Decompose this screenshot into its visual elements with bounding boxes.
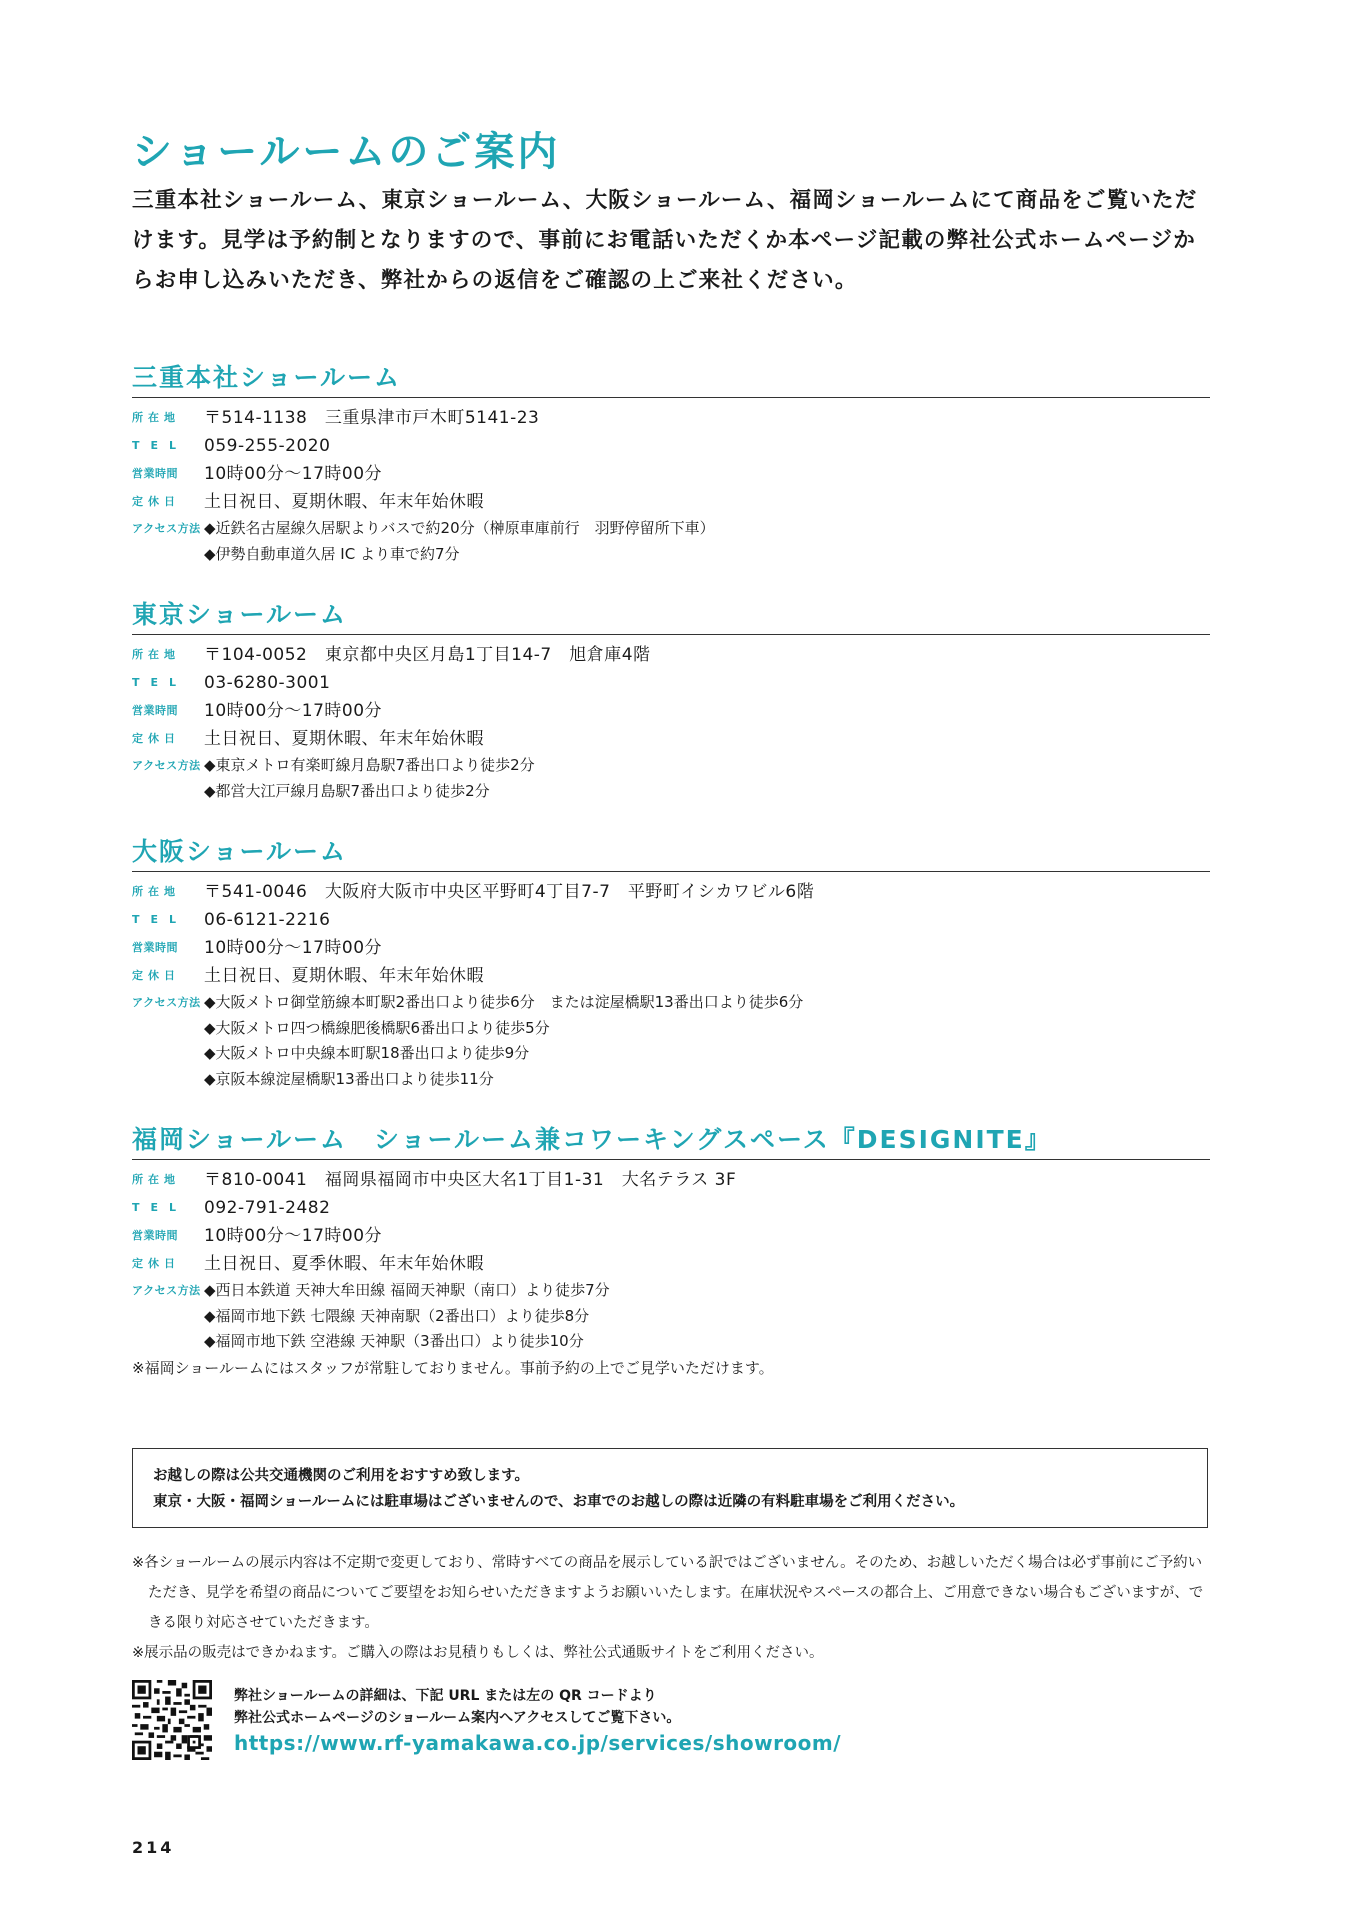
showroom-url-link[interactable]: https://www.rf-yamakawa.co.jp/services/showroom/: [234, 1731, 842, 1755]
access-label: アクセス方法: [132, 1284, 201, 1297]
address-value: 〒514-1138 三重県津市戸木町5141-23: [204, 408, 540, 428]
holiday-value: 土日祝日、夏季休暇、年末年始休暇: [204, 1254, 484, 1274]
address-value: 〒810-0041 福岡県福岡市中央区大名1丁目1-31 大名テラス 3F: [204, 1170, 737, 1190]
showroom-title: 三重本社ショールーム: [132, 359, 1210, 398]
address-label: 所在地: [132, 411, 180, 424]
access-item: ◆大阪メトロ四つ橋線肥後橋駅6番出口より徒歩5分: [204, 1018, 550, 1037]
holiday-label: 定休日: [132, 495, 180, 508]
page-title: ショールームのご案内: [132, 129, 561, 175]
showroom-osaka: [132, 833, 1210, 1092]
hours-value: 10時00分～17時00分: [204, 938, 383, 958]
notice-line: お越しの際は公共交通機関のご利用をおすすめ致します。: [153, 1468, 529, 1484]
holiday-label: 定休日: [132, 732, 180, 745]
hours-value: 10時00分～17時00分: [204, 1226, 383, 1246]
footnote: ※展示品の販売はできかねます。ご購入の際はお見積りもしくは、弊社公式通販サイトをご利用ください。: [132, 1645, 824, 1661]
access-list: [182, 753, 535, 804]
address-label: 所在地: [132, 648, 180, 661]
qr-line: 弊社ショールームの詳細は、下記 URL または左の QR コードより: [234, 1688, 657, 1704]
intro-text: 三重本社ショールーム、東京ショールーム、大阪ショールーム、福岡ショールームにて商品をご覧いただけます。見学は予約制となりますので、事前にお電話いただくか本ページ記載の弊社公式ホームページからお申し込みいただき、弊社からの返信をご確認の上ご来社ください。: [132, 188, 1198, 293]
access-label: アクセス方法: [132, 759, 201, 772]
footnotes: [132, 1548, 1212, 1668]
qr-code-icon[interactable]: [132, 1680, 212, 1760]
hours-label: 営業時間: [132, 1229, 178, 1242]
access-item: ◆大阪メトロ中央線本町駅18番出口より徒歩9分: [204, 1044, 530, 1062]
access-list: [182, 516, 715, 567]
footnote: ※各ショールームの展示内容は不定期で変更しており、常時すべての商品を展示している訳ではございません。そのため、お越しいただく場合は必ず事前にご予約いただき、見学を希望の商品についてご要望をお知らせいただきますようお願いいたします。在庫状況やスペースの都合上、ご用意できない場合もございますが、できる限り対応させていただきます。: [132, 1555, 1204, 1631]
access-item: ◆都営大江戸線月島駅7番出口より徒歩2分: [204, 781, 490, 800]
page-number: 214: [132, 1838, 175, 1857]
access-label: アクセス方法: [132, 522, 201, 535]
address-value: 〒541-0046 大阪府大阪市中央区平野町4丁目7-7 平野町イシカワビル6階: [204, 882, 815, 902]
hours-value: 10時00分～17時00分: [204, 701, 383, 721]
tel-label: TEL: [132, 913, 188, 926]
access-list: [182, 1278, 610, 1355]
tel-label: TEL: [132, 1201, 188, 1214]
address-label: 所在地: [132, 1173, 180, 1186]
holiday-label: 定休日: [132, 1257, 180, 1270]
showroom-fukuoka: [132, 1121, 1210, 1381]
showroom-tokyo: [132, 596, 1210, 804]
showroom-title: 東京ショールーム: [132, 596, 1210, 635]
notice-box: [132, 1448, 1208, 1528]
showroom-mie: [132, 359, 1210, 567]
holiday-label: 定休日: [132, 969, 180, 982]
address-value: 〒104-0052 東京都中央区月島1丁目14-7 旭倉庫4階: [204, 645, 651, 665]
address-label: 所在地: [132, 885, 180, 898]
tel-value: 03-6280-3001: [204, 673, 331, 693]
access-item: ◆福岡市地下鉄 七隈線 天神南駅（2番出口）より徒歩8分: [204, 1306, 590, 1325]
hours-label: 営業時間: [132, 704, 178, 717]
notice-line: 東京・大阪・福岡ショールームには駐車場はございませんので、お車でのお越しの際は近隣の有料駐車場をご利用ください。: [153, 1494, 965, 1510]
access-item: ◆京阪本線淀屋橋駅13番出口より徒歩11分: [204, 1069, 494, 1088]
tel-value: 092-791-2482: [204, 1198, 331, 1218]
hours-label: 営業時間: [132, 941, 178, 954]
tel-value: 059-255-2020: [204, 436, 331, 456]
access-item: ◆大阪メトロ御堂筋線本町駅2番出口より徒歩6分 または淀屋橋駅13番出口より徒歩6分: [204, 993, 804, 1011]
hours-label: 営業時間: [132, 467, 178, 480]
access-item: ◆東京メトロ有楽町線月島駅7番出口より徒歩2分: [204, 756, 535, 774]
access-item: ◆伊勢自動車道久居 IC より車で約7分: [204, 544, 460, 563]
showroom-title: 福岡ショールーム ショールーム兼コワーキングスペース『DESIGNITE』: [132, 1121, 1210, 1160]
tel-label: TEL: [132, 439, 188, 452]
showroom-title: 大阪ショールーム: [132, 833, 1210, 872]
access-item: ◆西日本鉄道 天神大牟田線 福岡天神駅（南口）より徒歩7分: [204, 1281, 610, 1299]
access-label: アクセス方法: [132, 996, 201, 1009]
tel-label: TEL: [132, 676, 188, 689]
qr-line: 弊社公式ホームページのショールーム案内へアクセスしてご覧下さい。: [234, 1710, 681, 1726]
fukuoka-note: ※福岡ショールームにはスタッフが常駐しておりません。事前予約の上でご見学いただけます。: [132, 1358, 774, 1377]
access-list: [182, 990, 803, 1092]
access-item: ◆福岡市地下鉄 空港線 天神駅（3番出口）より徒歩10分: [204, 1332, 584, 1350]
qr-description: [234, 1685, 680, 1729]
hours-value: 10時00分～17時00分: [204, 464, 383, 484]
access-item: ◆近鉄名古屋線久居駅よりバスで約20分（榊原車庫前行 羽野停留所下車）: [204, 519, 715, 537]
tel-value: 06-6121-2216: [204, 910, 331, 930]
holiday-value: 土日祝日、夏期休暇、年末年始休暇: [204, 966, 484, 986]
holiday-value: 土日祝日、夏期休暇、年末年始休暇: [204, 492, 484, 512]
holiday-value: 土日祝日、夏期休暇、年末年始休暇: [204, 729, 484, 749]
